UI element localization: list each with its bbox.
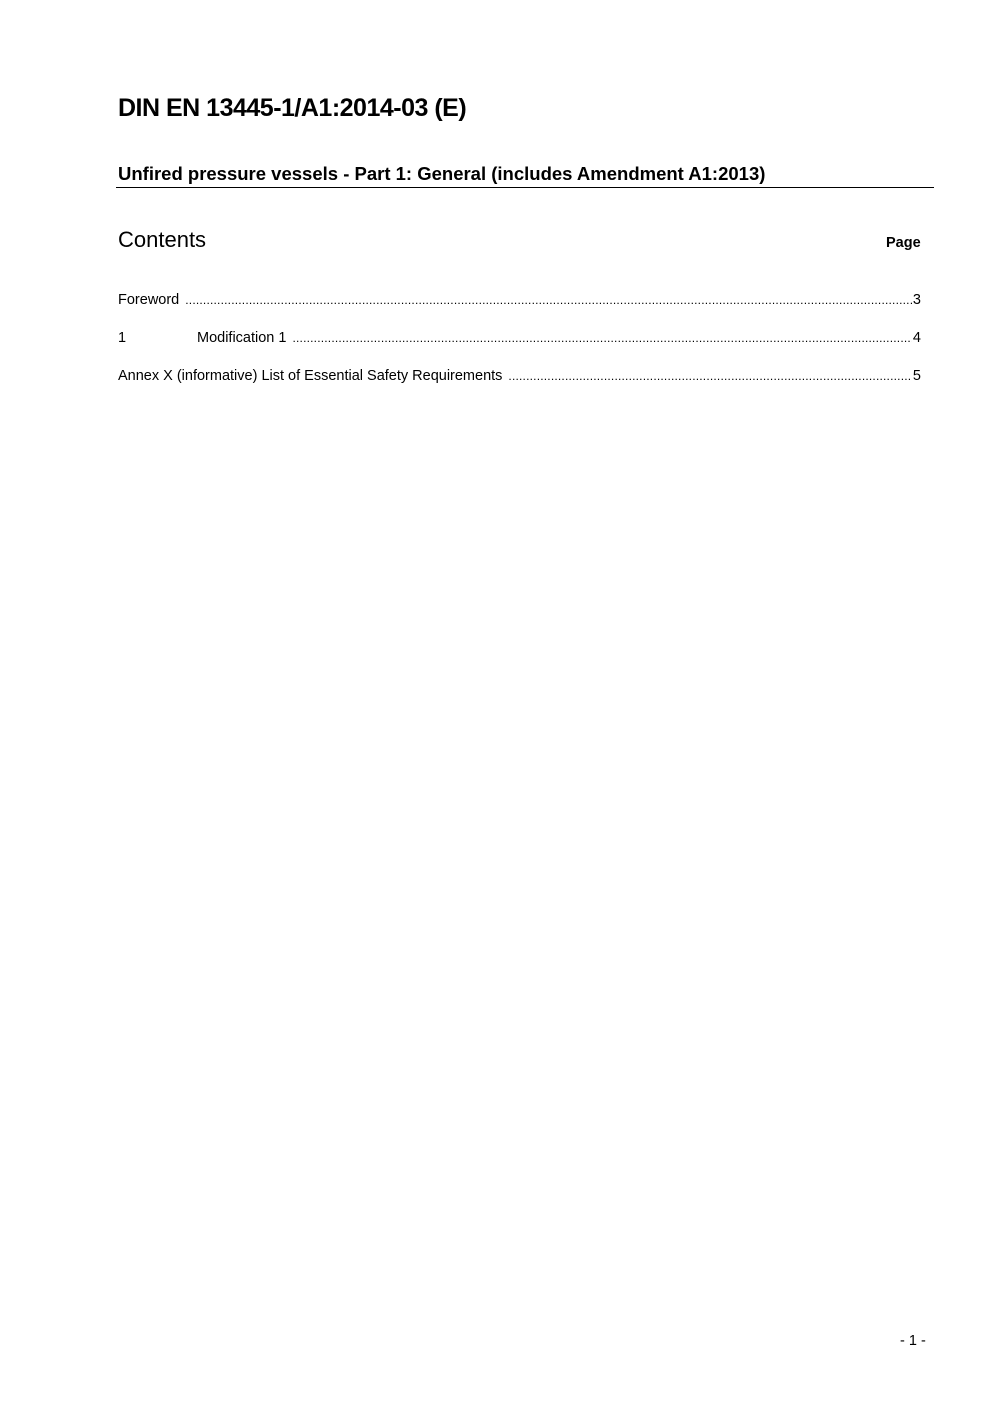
page-column-label: Page [886,235,921,251]
document-subtitle: Unfired pressure vessels - Part 1: General (includes Amendment A1:2013) [118,163,766,184]
contents-heading: Contents [118,227,207,252]
toc-entry-number: 1 [118,330,127,346]
toc-entry-foreword[interactable] [118,292,921,330]
table-of-contents [118,292,921,406]
toc-entry-page: 4 [912,330,921,346]
toc-entry-modification-1[interactable] [118,330,921,368]
toc-entry-label: Foreword [118,292,180,308]
toc-entry-page: 5 [912,368,921,384]
page-number: - 1 - [900,1333,926,1349]
toc-entry-label: Annex X (informative) List of Essential Safety Requirements [118,368,503,384]
toc-leader-dots [292,331,911,345]
toc-entry-page: 3 [912,292,921,308]
toc-leader-dots [508,369,912,383]
title-divider [116,187,934,188]
toc-entry-label: Modification 1 [197,330,287,346]
toc-entry-annex-x[interactable] [118,368,921,406]
document-title: DIN EN 13445-1/A1:2014-03 (E) [118,94,467,122]
toc-leader-dots [185,293,912,307]
